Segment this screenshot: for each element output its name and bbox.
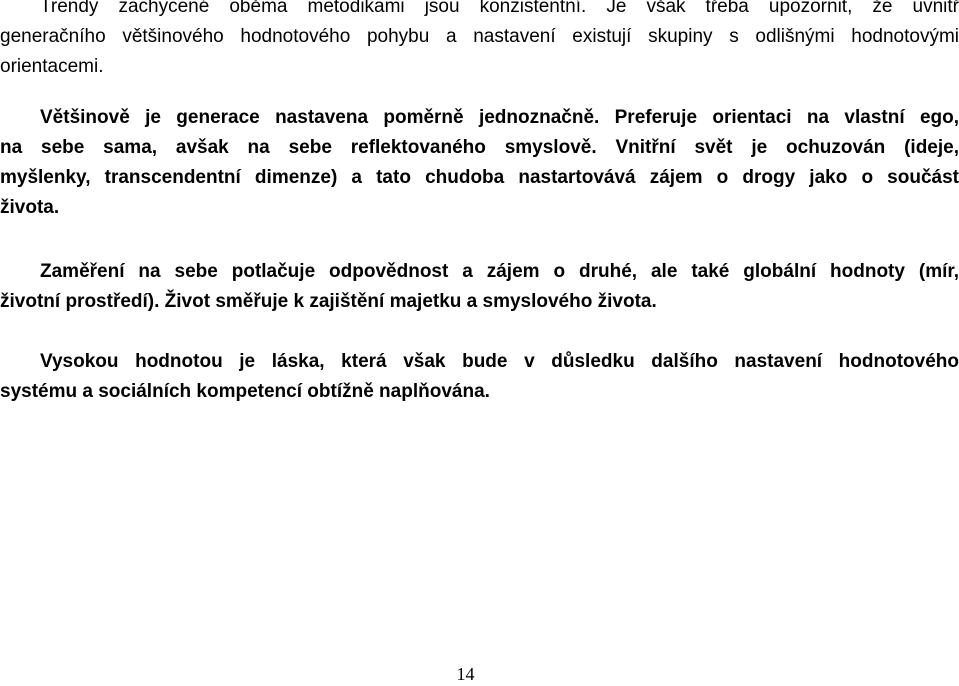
paragraph-line: Trendy zachycené oběma metodikami jsou konzistentní. Je však třeba upozornit, že uvnitř: [40, 0, 959, 17]
paragraph-line: života.: [0, 197, 60, 218]
paragraph-line: orientacemi.: [0, 56, 104, 77]
paragraph-line: systému a sociálních kompetencí obtížně naplňována.: [0, 381, 490, 402]
page-number: 14: [456, 664, 475, 684]
paragraph-line: Vysokou hodnotou je láska, která však bude v důsledku dalšího nastavení hodnotového: [40, 351, 959, 372]
paragraph-love-value: [0, 347, 959, 407]
paragraph-self-focus: [0, 257, 959, 317]
paragraph-trends: [0, 0, 959, 82]
paragraph-line: Zaměření na sebe potlačuje odpovědnost a zájem o druhé, ale také globální hodnoty (mír,: [40, 261, 959, 282]
paragraph-line: životní prostředí). Život směřuje k zajištění majetku a smyslového života.: [0, 291, 657, 312]
paragraph-line: generačního většinového hodnotového pohybu a nastavení existují skupiny s odlišnými hodnotovými: [0, 26, 959, 47]
paragraph-line: myšlenky, transcendentní dimenze) a tato chudoba nastartovává zájem o drogy jako o součást: [0, 167, 959, 188]
paragraph-line: Většinově je generace nastavena poměrně jednoznačně. Preferuje orientaci na vlastní ego,: [40, 107, 959, 128]
paragraph-line: na sebe sama, avšak na sebe reflektovaného smyslově. Vnitřní svět je ochuzován (ideje,: [0, 137, 959, 158]
paragraph-generation-orientation: [0, 103, 959, 223]
